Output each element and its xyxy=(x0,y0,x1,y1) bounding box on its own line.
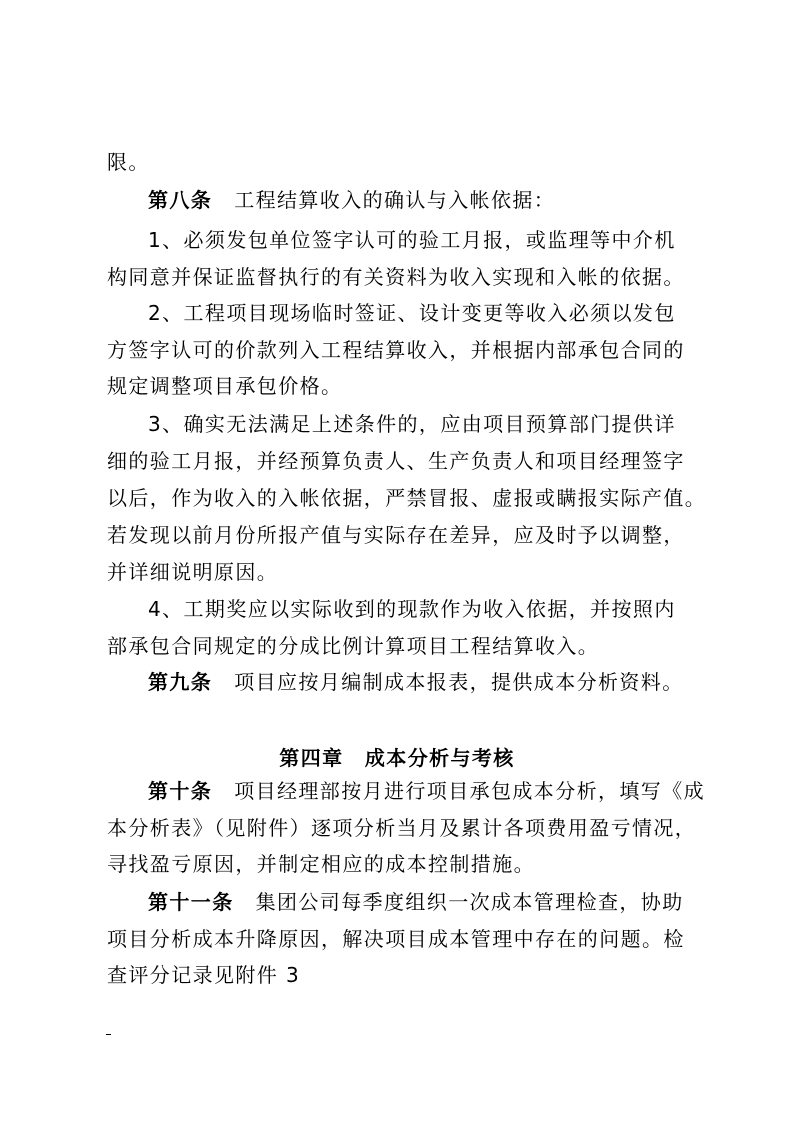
text-line: 若发现以前月份所报产值与实际存在差异，应及时予以调整， xyxy=(107,523,685,547)
chapter-heading: 第四章 成本分析与考核 xyxy=(279,746,515,770)
article-10-title: 第十条 xyxy=(148,779,213,803)
text-line: 2、工程项目现场临时签证、设计变更等收入必须以发包 xyxy=(148,301,676,325)
text-line: 部承包合同规定的分成比例计算项目工程结算收入。 xyxy=(107,634,600,658)
text-line: 项目分析成本升降原因，解决项目成本管理中存在的问题。检 xyxy=(107,927,685,951)
text-line: 寻找盈亏原因，并制定相应的成本控制措施。 xyxy=(107,852,535,876)
text-line: 细的验工月报，并经预算负责人、生产负责人和项目经理签字 xyxy=(107,449,685,473)
article-9-title: 第九条 xyxy=(148,670,213,694)
text-line: 3、确实无法满足上述条件的，应由项目预算部门提供详 xyxy=(148,412,676,436)
text-line: 并详细说明原因。 xyxy=(107,560,279,584)
article-10-line xyxy=(148,777,708,805)
text-line: 本分析表》（见附件）逐项分析当月及累计各项费用盈亏情况， xyxy=(107,816,697,840)
article-9-text: 项目应按月编制成本报表，提供成本分析资料。 xyxy=(234,670,684,694)
article-11-line xyxy=(148,888,708,916)
footer-mark xyxy=(106,1034,111,1035)
text-line: 限。 xyxy=(107,150,150,174)
article-9-line xyxy=(148,668,708,696)
article-10-text: 项目经理部按月进行项目承包成本分析，填写《成 xyxy=(234,779,706,803)
text-line: 构同意并保证监督执行的有关资料为收入实现和入帐的依据。 xyxy=(107,265,685,289)
text-line: 4、工期奖应以实际收到的现款作为收入依据，并按照内 xyxy=(148,597,676,621)
text-line: 以后，作为收入的入帐依据，严禁冒报、虚报或瞒报实际产值。 xyxy=(107,486,707,510)
article-8-text: 工程结算收入的确认与入帐依据： xyxy=(234,188,556,212)
text-line: 规定调整项目承包价格。 xyxy=(107,374,343,398)
article-8-line xyxy=(148,186,708,214)
article-11-text: 集团公司每季度组织一次成本管理检查，协助 xyxy=(255,890,684,914)
article-11-title: 第十一条 xyxy=(148,890,234,914)
text-line: 1、必须发包单位签字认可的验工月报，或监理等中介机 xyxy=(148,228,676,252)
article-8-title: 第八条 xyxy=(148,188,213,212)
text-line: 查评分记录见附件 3 xyxy=(107,963,301,987)
text-line: 方签字认可的价款列入工程结算收入，并根据内部承包合同的 xyxy=(107,338,685,362)
